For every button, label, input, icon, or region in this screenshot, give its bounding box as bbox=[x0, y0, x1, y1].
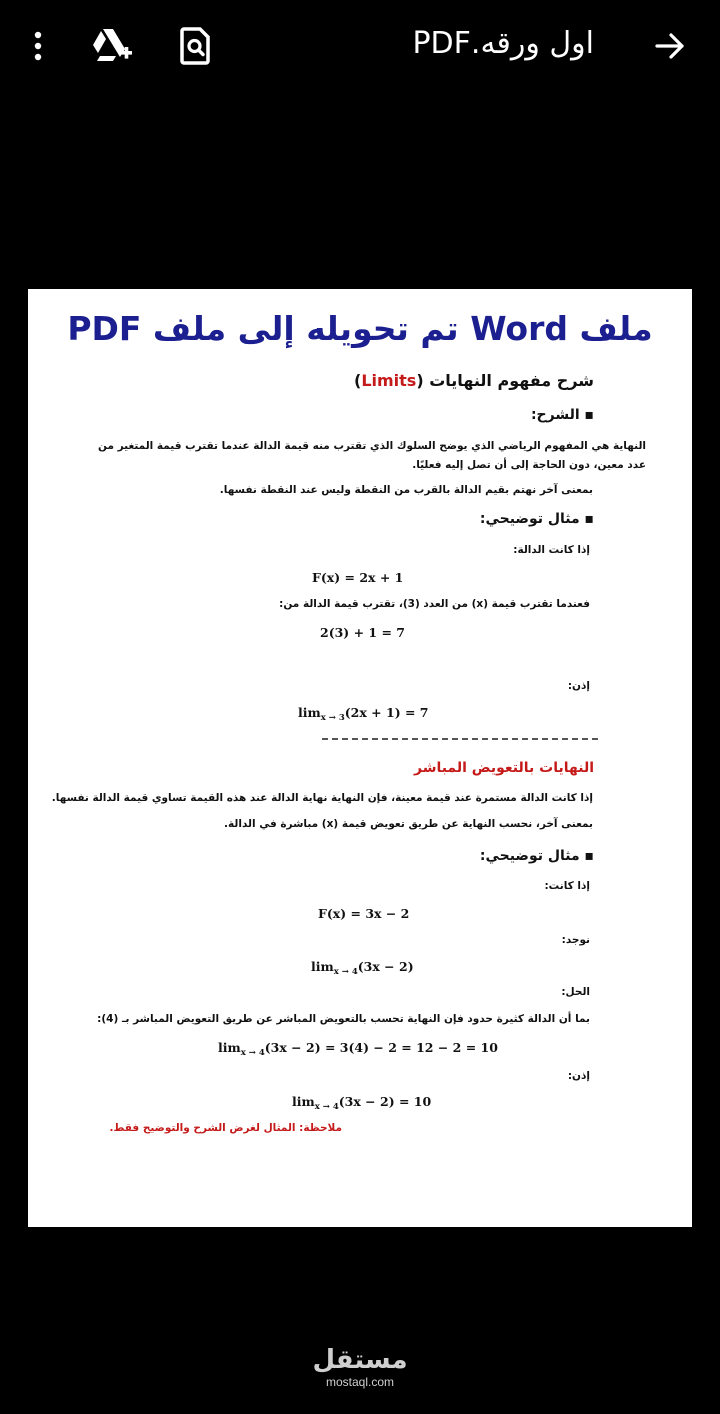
lim-word: lim bbox=[311, 959, 334, 974]
if-text-2: إذا كانت: bbox=[544, 880, 590, 892]
heading-prefix: شرح مفهوم النهايات ( bbox=[416, 371, 594, 390]
add-to-drive-icon bbox=[91, 27, 133, 65]
lim-subscript: x → 3 bbox=[320, 713, 345, 723]
solution-text: بما أن الدالة كثيرة حدود فإن النهاية تحسب بالتعويض المباشر عن طريق التعويض المباشر بـ (4): bbox=[97, 1013, 590, 1025]
limits-heading bbox=[354, 371, 594, 390]
lim-word: lim bbox=[292, 1094, 315, 1109]
example1-label: ▪ مثال توضيحي: bbox=[479, 511, 594, 527]
document-title: اول ورقه.PDF bbox=[412, 26, 594, 61]
doc-title: ملف Word تم تحويله إلى ملف PDF bbox=[67, 309, 653, 348]
then-label-1: إذن: bbox=[567, 680, 590, 692]
section-divider bbox=[322, 738, 598, 740]
equation-fx-2x-plus-1: F(x) = 2x + 1 bbox=[312, 570, 404, 585]
more-vert-icon bbox=[32, 30, 44, 62]
lim-body: (2x + 1) = 7 bbox=[344, 705, 429, 720]
limit-expression-1 bbox=[298, 705, 429, 723]
then-label-2: إذن: bbox=[567, 1070, 590, 1082]
limit-expression-4 bbox=[292, 1094, 432, 1112]
limit-expression-3 bbox=[218, 1040, 498, 1058]
find-in-page-button[interactable] bbox=[174, 24, 218, 68]
section2-title: النهايات بالتعويض المباشر bbox=[413, 760, 594, 776]
explain-label: ▪ الشرح: bbox=[530, 407, 594, 423]
explain-paragraph-line1: النهاية هي المفهوم الرياضي الذي يوضح السلوك الذي تقترب منه قيمة الدالة عندما تقترب قيمة المتغير من bbox=[98, 440, 646, 452]
explain-paragraph-line3: بمعنى آخر نهتم بقيم الدالة بالقرب من النقطة وليس عند النقطة نفسها. bbox=[219, 484, 593, 496]
approach-text: فعندما تقترب قيمة (x) من العدد (3)، تقترب قيمة الدالة من: bbox=[279, 598, 590, 610]
top-app-bar bbox=[0, 0, 720, 96]
solution-label: الحل: bbox=[561, 986, 590, 998]
pdf-page[interactable] bbox=[28, 289, 692, 1227]
if-function-text: إذا كانت الدالة: bbox=[513, 544, 590, 556]
lim-subscript: x → 4 bbox=[333, 967, 358, 977]
note-text: ملاحظة: المثال لغرض الشرح والتوضيح فقط. bbox=[109, 1122, 342, 1134]
watermark-url: mostaql.com bbox=[325, 1375, 395, 1389]
find-label: نوجد: bbox=[561, 934, 590, 946]
lim-subscript: x → 4 bbox=[314, 1102, 339, 1112]
lim-body: (3x − 2) bbox=[357, 959, 414, 974]
arrow-forward-icon bbox=[654, 32, 686, 60]
explain-paragraph-line2: عدد معين، دون الحاجة إلى أن تصل إليه فعليًا. bbox=[412, 459, 646, 471]
find-in-page-icon bbox=[180, 27, 212, 65]
open-forward-button[interactable] bbox=[648, 24, 692, 68]
heading-limits-term: Limits bbox=[361, 371, 417, 390]
section2-paragraph-line1: إذا كانت الدالة مستمرة عند قيمة معينة، فإن النهاية نهاية الدالة عند هذه القيمة تساوي قيمة الدالة نفسها. bbox=[51, 792, 593, 804]
mostaql-watermark bbox=[290, 1345, 430, 1389]
watermark-arabic: مستقل bbox=[312, 1345, 408, 1375]
lim-word: lim bbox=[218, 1040, 241, 1055]
heading-suffix: ) bbox=[354, 371, 362, 390]
more-options-button[interactable] bbox=[16, 24, 60, 68]
example2-label: ▪ مثال توضيحي: bbox=[479, 848, 594, 864]
lim-subscript: x → 4 bbox=[240, 1048, 265, 1058]
lim-word: lim bbox=[298, 705, 321, 720]
lim-body: (3x − 2) = 10 bbox=[338, 1094, 432, 1109]
equation-fx-3x-minus-2: F(x) = 3x − 2 bbox=[318, 906, 410, 921]
add-to-drive-button[interactable] bbox=[90, 24, 134, 68]
limit-expression-2 bbox=[311, 959, 414, 977]
lim-body: (3x − 2) = 3(4) − 2 = 12 − 2 = 10 bbox=[264, 1040, 498, 1055]
equation-2-3-plus-1: 2(3) + 1 = 7 bbox=[320, 625, 405, 640]
section2-paragraph-line2: بمعنى آخر، نحسب النهاية عن طريق تعويض قيمة (x) مباشرة في الدالة. bbox=[224, 818, 593, 830]
